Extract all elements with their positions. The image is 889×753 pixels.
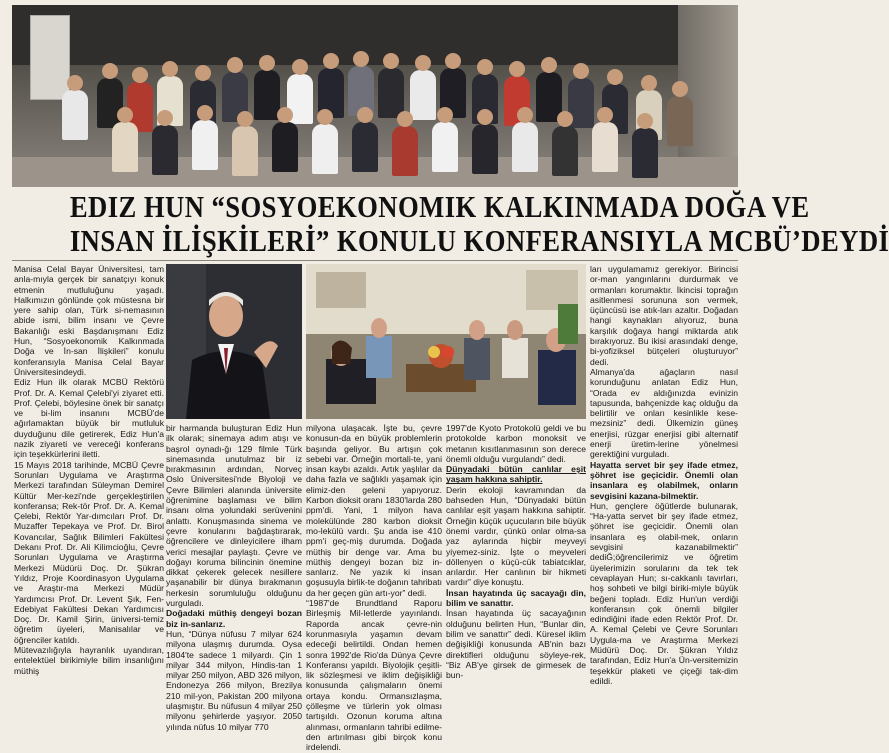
- speaker-illustration: [166, 264, 302, 419]
- divider: [12, 260, 738, 261]
- speaker-photo: [166, 264, 302, 419]
- paragraph: milyona ulaşacak. İşte bu, çevre konusun-da en büyük problemlerin başında geliyor. Bu artışın çok sebebi var. Örneğin mortali-te, yani insan kaybı azaldı. Artık yaşlılar da daha fazla ve sağlıklı yaşamak için elimiz-den geleni yapıyoruz. Karbon dioksit oranı 1830'larda 280 ppm'di. Yani, 1 milyon hava molekülünde 280 karbon dioksit mo-lekülü vardı. Şu anda ise 410 ppm'i geç-miş durumda. Doğada müthiş bir denge var. Ama bu müthiş dengeyi bozan biz in-sanlarız. Ne yazık ki insan goşusuyla birlik-te doğanın tahribatı da her geçen gün artı-yor” dedi.: [306, 423, 442, 598]
- meeting-illustration: [306, 264, 586, 419]
- group-photo: [12, 5, 738, 187]
- paragraph: “1987'de Brundtland Raporu Birleşmiş Mil-letlerde yayınlandı. Raporda ancak çevre-nin korunmasıyla yaşamın devam edeceği belirtildi. Ondan hemen sonra 1992'de Rio'da Dünya Çevre Konferansı yapıldı. Biyolojik çeşitli-lik sözleşmesi ve iklim değişikliği konusunda çalışmaların önemi ortaya kondu. Ormansızlaşma, çölleşme ve türlerin yok olması tartışıldı. Ozonun koruma altına alınması, ormanların tahribi edilme-den artırılması gibi birçok konu irdelendi.: [306, 598, 442, 753]
- column-2: [166, 423, 302, 732]
- headline-line-2: INSAN İLİŞKİLERİ” KONULU KONFERANSIYLA MCBÜ’DEYDİ: [69, 223, 889, 258]
- paragraph: 15 Mayıs 2018 tarihinde, MCBÜ Çevre Sorunları Uygulama ve Araştırma Merkezi tarafından Süleyman Demirel Kültür Mer-kezi'nde gerçekleştirilen konferansa; Rek-tör Prof. Dr. A. Kemal Çelebi, Rektör Yar-dımcıları Prof. Dr. Muzaffer Tepekaya ve Prof. Dr. Birol Kovancılar, Sağlık Bilimleri Fakültesi Dekanı Prof. Dr. Ali Kilimcioğlu, Çevre Sorunları Uygulama ve Araştırma Merkezi Müdürü Doç. Dr. Şükran Yıldız, Proje Koordinasyon Uygulama ve Araştır-ma Merkezi Müdür Yardımcısı Prof. Dr. Levent Şık, Fen-Edebiyat Fakültesi Dekan Yardımcısı Doç. Dr. Kamil Şirin, üniversi-temiz öğretim üyeleri, Manisalılar ve öğrenciler katıldı.: [14, 459, 164, 645]
- meeting-photo: [306, 264, 586, 419]
- column-1: [14, 264, 164, 676]
- paragraph: Mütevazılığıyla hayranlık uyandıran, entelektüel birikimiyle bilim insanlığını müthiş: [14, 644, 164, 676]
- paragraph: Manisa Celal Bayar Üniversitesi, tam anla-mıyla gerçek bir sanatçıyı konuk etmenin mutluluğunu yaşadı. Halkımızın gönlünde çok müstesna bir yere sahip olan, Türk si-nemasının abide ismi, bilim insanı ve Çevre Bakanlığı eski Başdanışmanı Ediz Hun, “Sosyoekonomik Kalkınmada Doğa ve İn-san İlişkileri” konulu konferansıyla Manisa Celal Bayar Üniversitesindeydi.: [14, 264, 164, 377]
- paragraph: 1997'de Kyoto Protokolü geldi ve bu protokolde karbon monoksit ve metanın kısıtlanmasının son derece önemli olduğu vurgulandı” dedi.: [446, 423, 586, 464]
- subheading: Doğadaki müthiş dengeyi bozan biz in-sanlarız.: [166, 608, 302, 629]
- paragraph: ları uygulamamız gerekiyor. Birincisi or-man yangınlarını durdurmak ve ormanları korumaktır. İkincisi toprağın asitlenmesi sorununa son vermek, üçüncüsü ise atık-ları azaltır. Doğadan hangi kaynakları alıyoruz, buna karşılık doğaya hangi miktarda atık bırakıyoruz. Bu ikisi arasındaki denge, bi-yofiziksel bütçeleri oluşturuyor” dedi.: [590, 264, 738, 367]
- column-3: [306, 423, 442, 753]
- paragraph: bir harmanda buluşturan Ediz Hun ilk olarak; sinemaya adım atışı ve başrol oynadı-ğı 129 filmle Türk sinemasında unutulmaz bir iz bırakmasının ardından, Norveç Oslo Üniversitesi'nde Biyoloji ve Çevre Bilimleri alanında üniversite öğrenimine başlaması ve bilim insanı olma yolundaki serüvenini anlattı. Konuşmasında sinema ve çevre konularını bağdaştırarak, öğrencilere ve dinleyicilere ilham verici mesajlar paylaştı. Çevre ve doğayı koruma bilincinin önemine dikkat çekerek gelecek nesillere yaşanabilir bir dünya bırakmanın herkesin sorumluluğu olduğunu vurguladı.: [166, 423, 302, 609]
- paragraph: Derin ekoloji kavramından da bahseden Hun, “Dünyadaki bütün canlılar eşit yaşam hakkına sahiptir. Örneğin küçük uçucuların bile büyük önemi vardır, çünkü onlar olma-sa yaz aylarında hiçbir meyveyi yiyemez-siniz. İşte o meyveleri döllenyen o küçü-cük tabiatcıklar, arılardır. Her canlının bir hikmeti vardır” diye konuştu.: [446, 484, 586, 588]
- subheading: Hayatta servet bir şey ifade etmez, şöhret ise geçicidir. Önemli olan insanlara eş olabilmek, onların sevgisini kazana-bilmektir.: [590, 459, 738, 501]
- paragraph: Almanya'da ağaçların nasıl korunduğunu anlatan Ediz Hun, “Orada ev aldığınızda evinizin tapusunda, bahçenizde kaç olduğu da belirtilir ve onları kesinlikle kese-mezsiniz” dedi. Ülkemizin güneş enerjisi, rüzgar enerjisi gibi alternatif enerji üretim-lerine yönelmesi gerektiğini vurguladı.: [590, 366, 738, 460]
- subheading: Dünyadaki bütün canlılar eşit yaşam hakkına sahiptir.: [446, 464, 586, 485]
- column-4: [446, 423, 586, 681]
- paragraph: İnsan hayatında üç sacayağının olduğunu belirten Hun, “Bunlar din, bilim ve sanattır” dedi. Küresel iklim değişikliği konusunda AB'nin bazı direktifleri olduğunu söyleye-rek, “Biz AB'ye girsek de girmesek de bun-: [446, 608, 586, 681]
- subheading: İnsan hayatında üç sacayağı din, bilim ve sanattır.: [446, 587, 586, 609]
- headline: [69, 189, 889, 258]
- column-5: [590, 264, 738, 686]
- headline-line-1: EDIZ HUN “SOSYOEKONOMIK KALKINMADA DOĞA VE: [69, 189, 810, 224]
- crowd: [42, 30, 692, 180]
- paragraph: Hun, gençlere öğütlerde bulunarak, “Ha-yatta servet bir şey ifade etmez, şöhret ise geçicidir. Önemli olan insanlara eş olabil-mek, onların sevgisini kazanabilmektir” dediĞ;öğrencilerimiz ve öğretim üyelerimizin sorularını da tek tek cevaplayan Hun; sı-cakkanlı tavırları, hoş sohbeti ve bilgi biriki-miyle büyük beğeni topladı. Ediz Hun'un verdiği konferansın çok önemli bilgiler edindiğini ifade eden Rektör Prof. Dr. A. Kemal Çelebi ve Çevre Sorunları Uygula-ma ve Araştırma Merkezi Müdürü Doç. Dr. Şükran Yıldız tarafından, Ediz Hun'a Ün-versitemizin teşekkür plaketi ve çiçeği tak-dim edildi.: [590, 500, 738, 686]
- paragraph: Ediz Hun ilk olarak MCBÜ Rektörü Prof. Dr. A. Kemal Çelebi'yi ziyaret etti. Prof. Çelebi, böylesine önek bir sanatçı ve bi-lim insanını MCBÜ'de ağırlamaktan büyük bir mutluluk duyduğunu dile getirerek, Ediz Hun'a nazik ziyareti ve vereceği konferans için teşekkürlerini iletti.: [14, 377, 164, 460]
- paragraph: Hun, “Dünya nüfusu 7 milyar 624 milyona ulaşmış durumda. Oysa 1804'te sadece 1 milyardı. Çin 1 milyar 344 milyon, Hindis-tan 1 milyar 250 milyon, ABD 326 milyon, Endonezya 266 milyon, Brezilya 210 mil-yon, Pakistan 200 milyona ulaşmıştır. Bu nüfusun 4 milyar 250 milyonu şehirlerde yaşıyor. 2050 yılında nüfus 10 milyar 770: [166, 628, 302, 732]
